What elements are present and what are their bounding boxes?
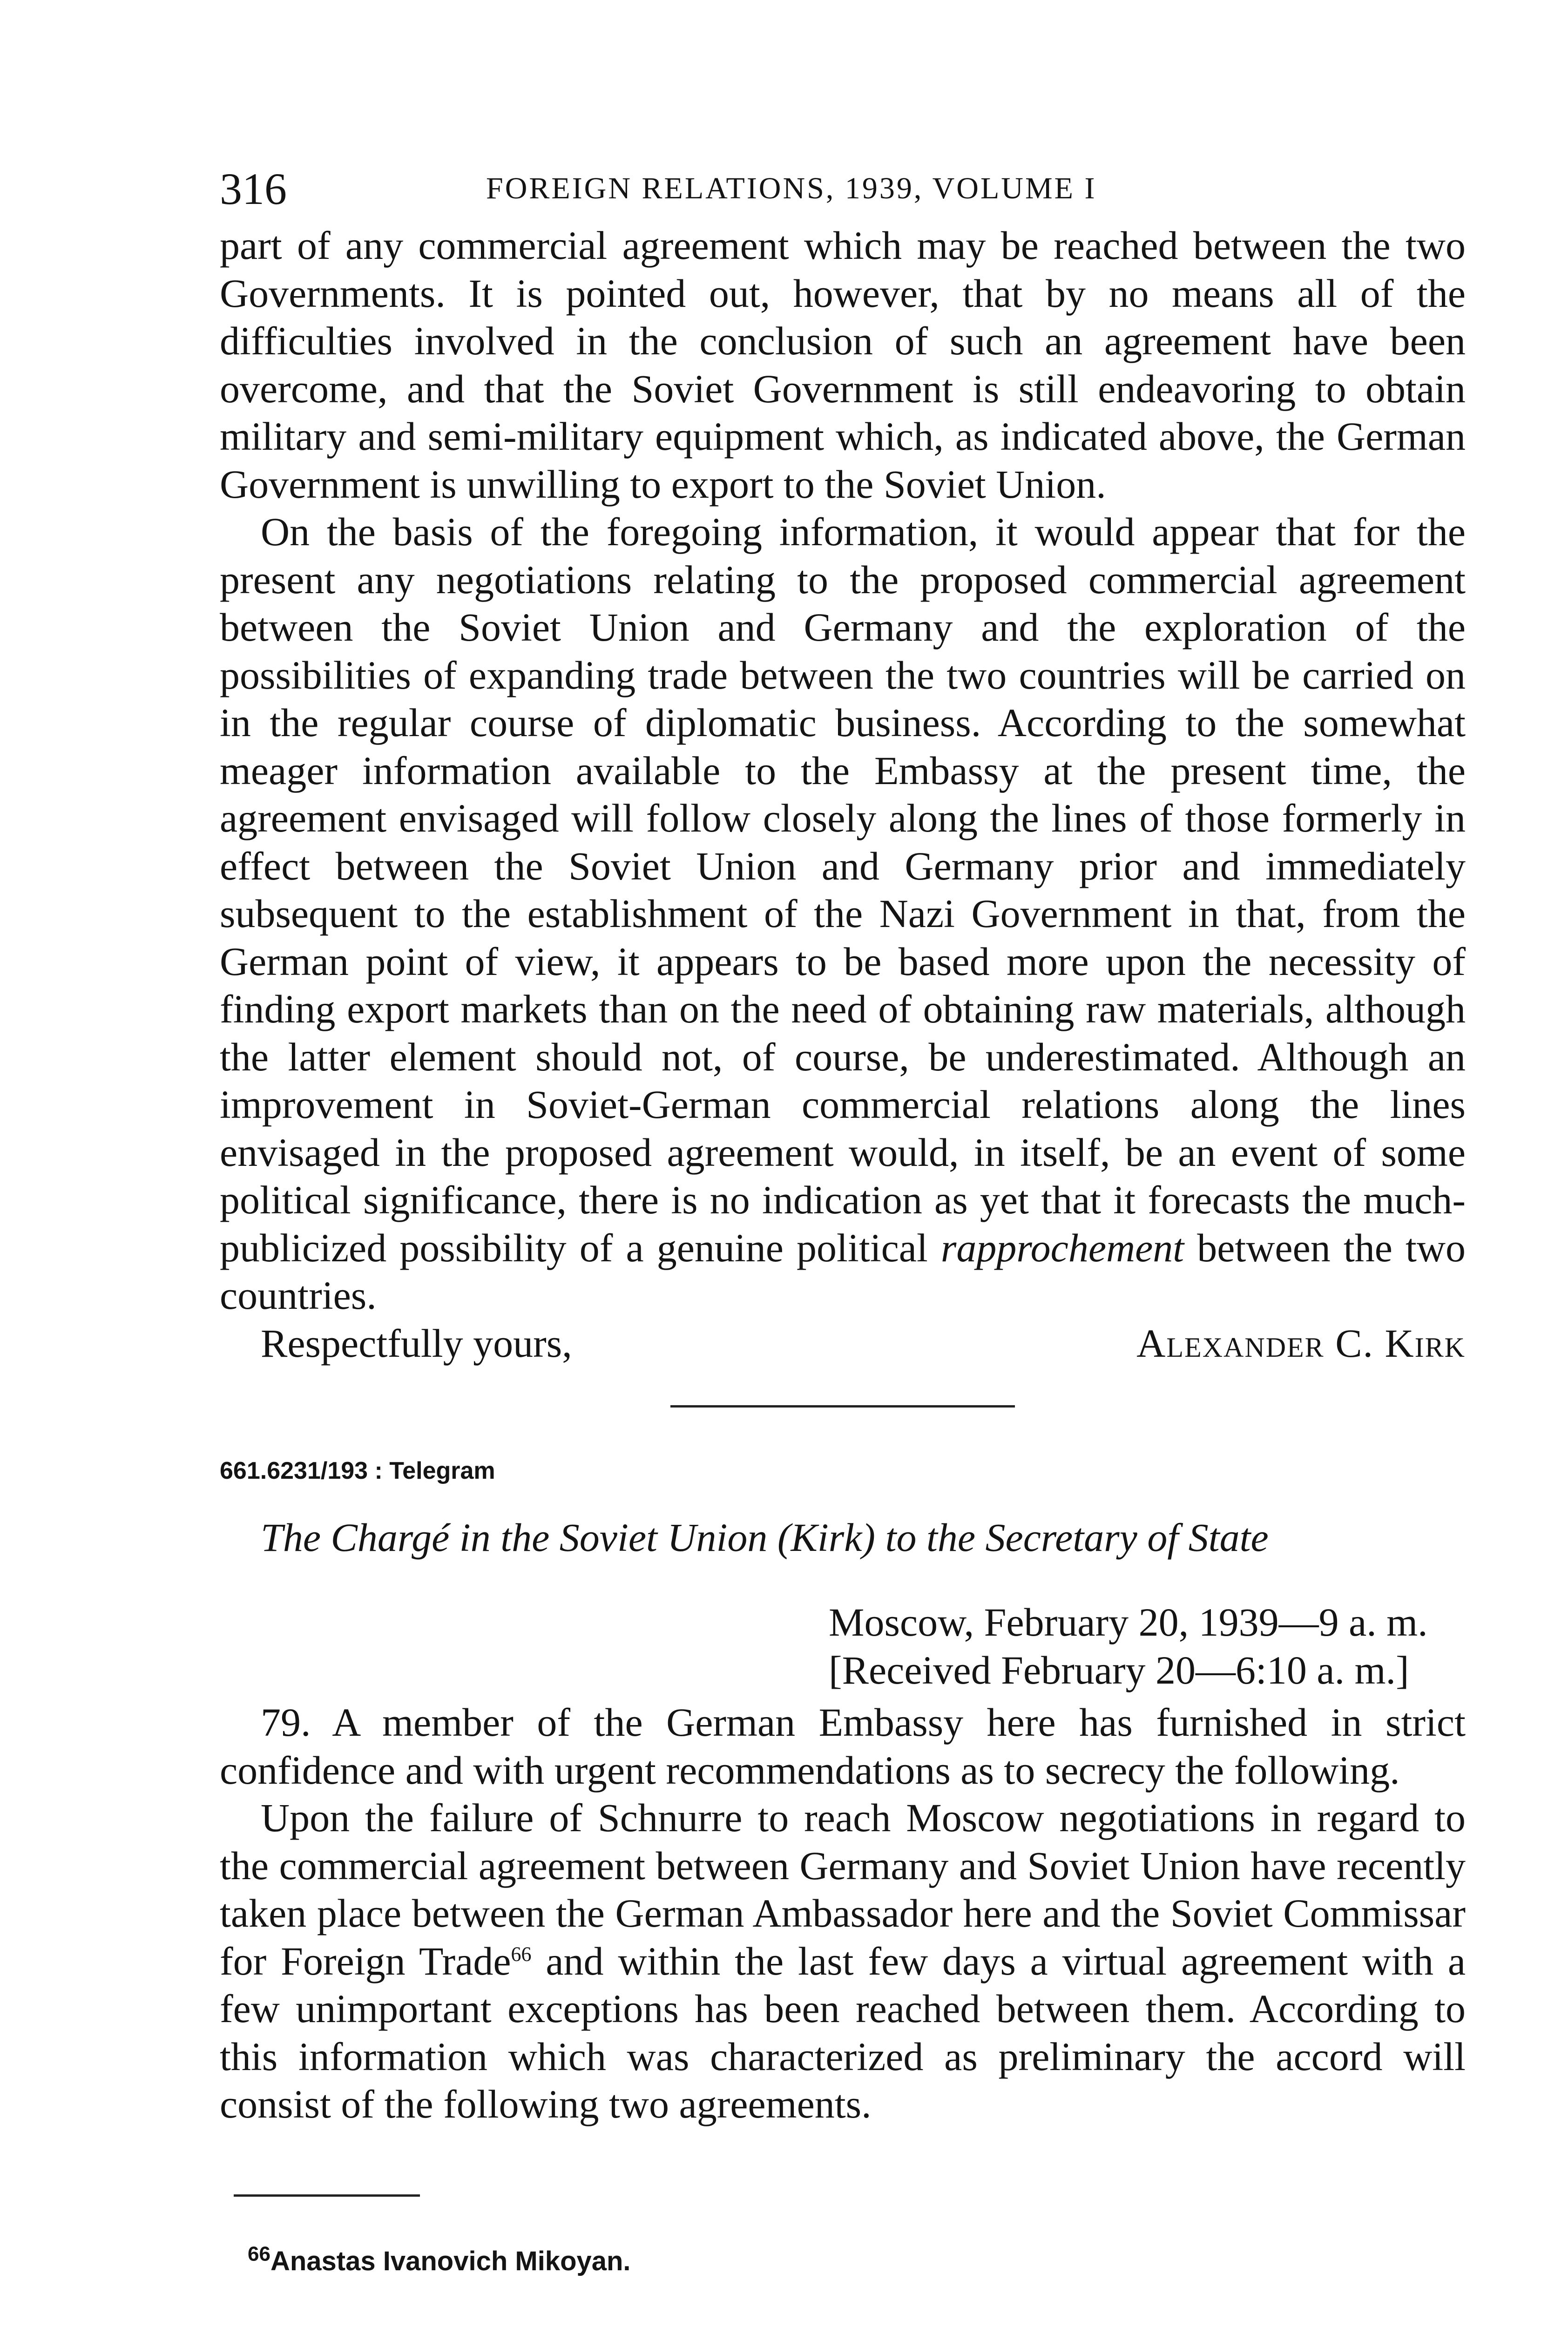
paragraph-continuation: part of any commercial agreement which may be reached between the two Governments. It is pointed out, however, that by no means all of the difficulties involved in the conclusion of such an agreement have been overcome, and that the Soviet Government is still endeavoring to obtain military and semi-military equipment which, as indicated above, the German Government is unwilling to export to the Soviet Union. <box>220 223 1466 507</box>
footnote-reference[interactable]: 66 <box>511 1942 532 1965</box>
paragraph-negotiations-end: and within the last few days a virtual agreement with a few unimportant exceptions has been reached between them. According to this information which was characterized as preliminary the accord will consist of the following two agreements. <box>220 1938 1466 2126</box>
paragraph-negotiations-text: Upon the failure of Schnurre to reach Moscow negotiations in regard to the commercial agreement between Germany and Soviet Union have recently taken place between the German Ambassador here and the Soviet Commissar for Foreign Trade <box>220 1795 1466 1983</box>
section-divider <box>670 1405 1015 1408</box>
footnote-divider <box>234 2194 420 2197</box>
salutation: Respectfully yours, <box>261 1320 572 1366</box>
paragraph-negotiations <box>220 1794 1466 2128</box>
paragraph-analysis-text: On the basis of the foregoing information, it would appear that for the present any negotiations relating to the proposed commercial agreement between the Soviet Union and Germany and the exploration of the possibilities of expanding trade between the two countries will be carried on in the regular course of diplomatic business. According to the somewhat meager information available to the Embassy at the present time, the agreement envisaged will follow closely along the lines of those formerly in effect between the Soviet Union and Germany prior and immediately subsequent to the establishment of the Nazi Government in that, from the German point of view, it appears to be based more upon the necessity of finding export markets than on the need of obtaining raw materials, although the latter element should not, of course, be underestimated. Although an improvement in Soviet-German commercial relations along the lines envisaged in the proposed agreement would, in itself, be an event of some political significance, there is no indication as yet that it forecasts the much-publicized possibility of a genuine political <box>220 509 1466 1270</box>
document-page <box>220 158 1466 2277</box>
paragraph-analysis-end: between the two countries. <box>220 1225 1466 1318</box>
dateline-received: [Received February 20—6:10 a. m.] <box>829 1647 1409 1692</box>
italic-term: rapprochement <box>940 1225 1184 1270</box>
signature: Alexander C. Kirk <box>1136 1320 1466 1366</box>
letter-closing <box>220 1320 1466 1367</box>
footnote-marker: 66 <box>248 2242 270 2266</box>
document-title: The Chargé in the Soviet Union (Kirk) to the Secretary of State <box>261 1515 1269 1560</box>
footnote <box>220 2242 1466 2277</box>
paragraph-telegram-opening: 79. A member of the German Embassy here has furnished in strict confidence and with urgent recommendations as to secrecy the following. <box>220 1700 1466 1793</box>
footnote-text: Anastas Ivanovich Mikoyan. <box>270 2246 631 2276</box>
page-header <box>220 158 1466 222</box>
paragraph-analysis <box>220 508 1466 1320</box>
dateline-block <box>220 1598 1466 1694</box>
running-head: FOREIGN RELATIONS, 1939, VOLUME I <box>486 171 1097 205</box>
file-number: 661.6231/193 : Telegram <box>220 1457 495 1484</box>
page-number: 316 <box>220 164 287 214</box>
dateline-sent: Moscow, February 20, 1939—9 a. m. <box>829 1600 1428 1644</box>
